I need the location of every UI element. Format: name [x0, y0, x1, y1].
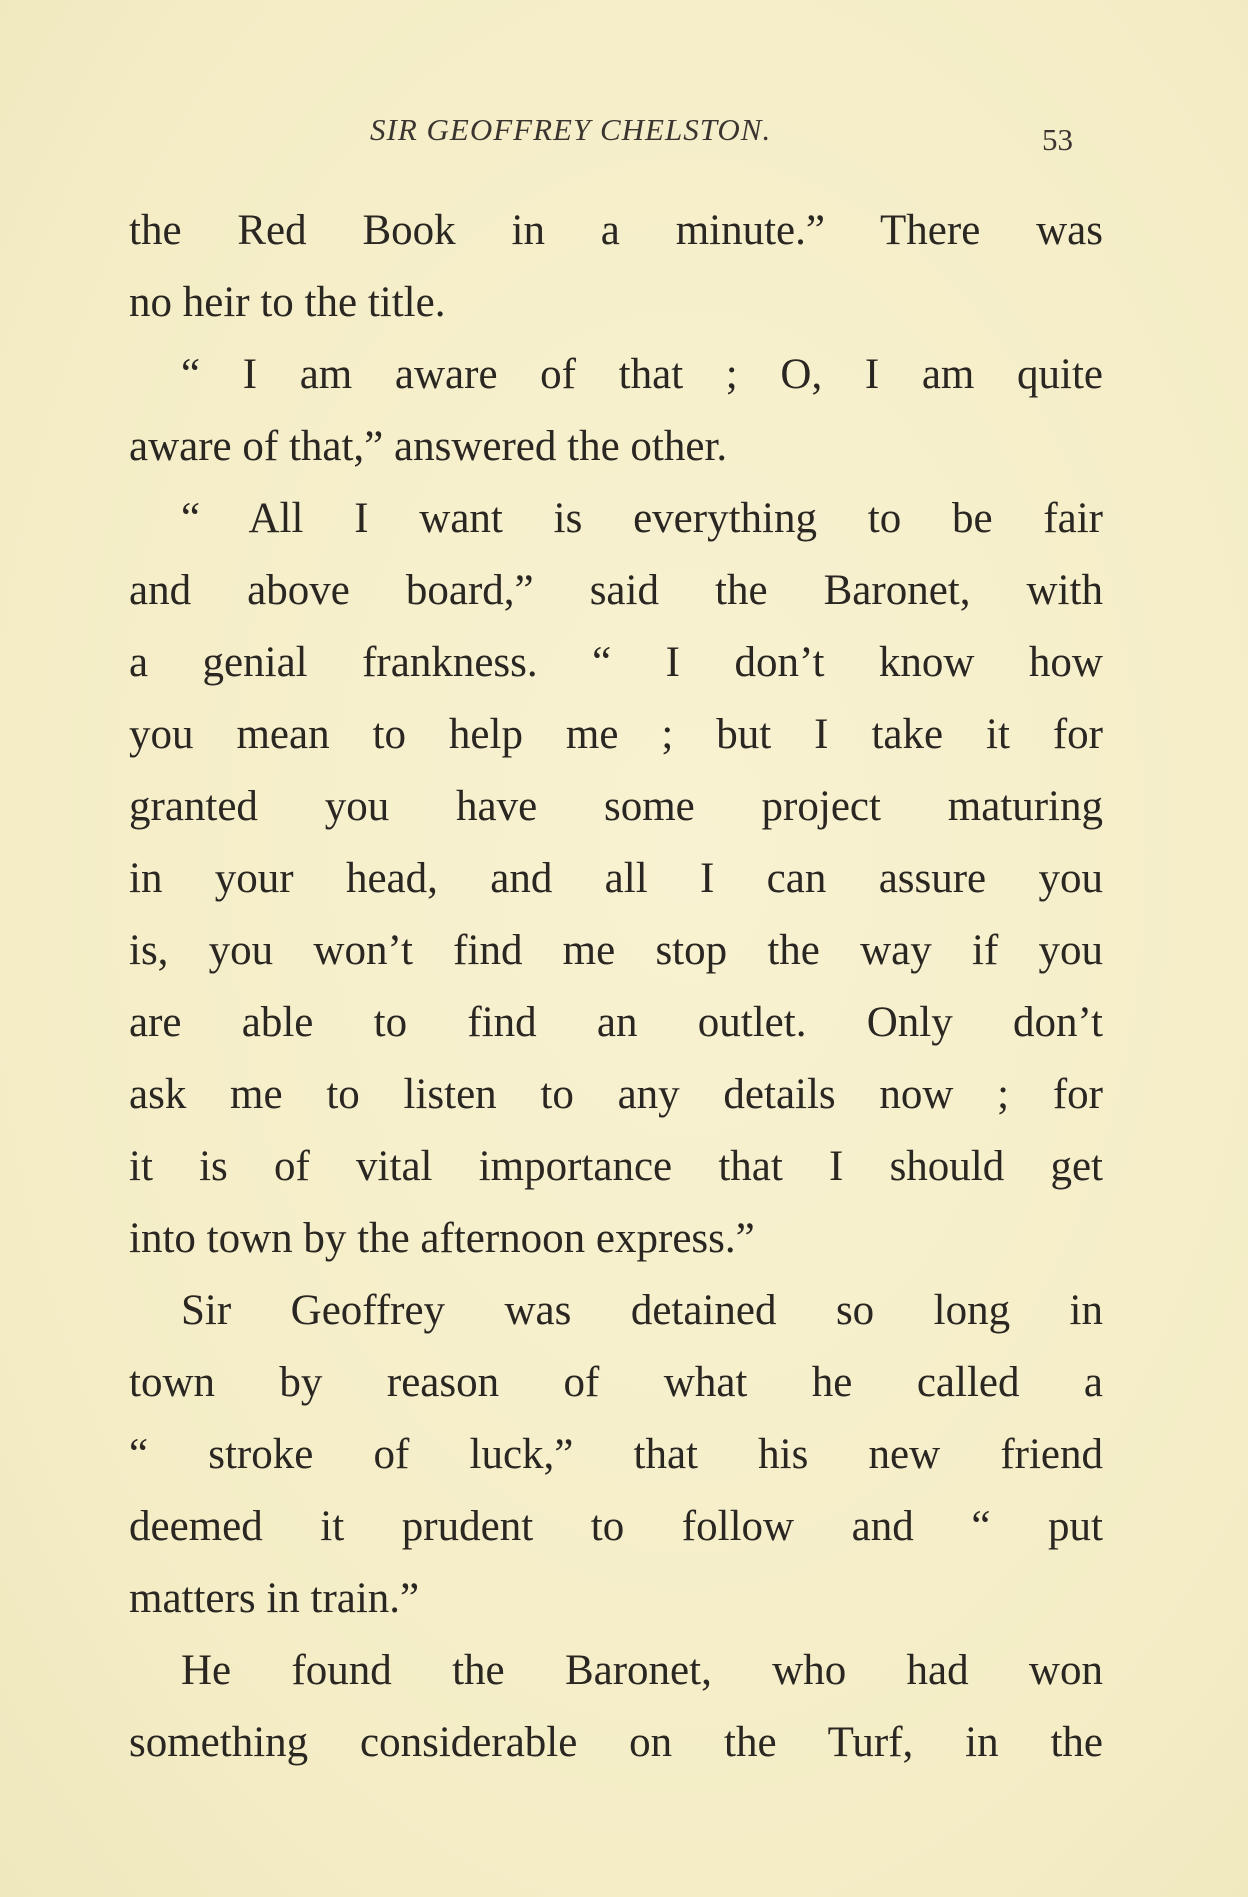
text-line: into town by the afternoon express.” — [129, 1215, 755, 1262]
text-line: ask me to listen to any details now ; for — [129, 1071, 1103, 1118]
running-head-title: SIR GEOFFREY CHELSTON. — [370, 112, 772, 147]
text-line: in your head, and all I can assure you — [129, 855, 1103, 902]
text-line: “ stroke of luck,” that his new friend — [129, 1431, 1103, 1478]
text-line: is, you won’t find me stop the way if you — [129, 927, 1103, 974]
text-line: are able to find an outlet. Only don’t — [129, 999, 1103, 1046]
page-number: 53 — [1042, 122, 1073, 157]
text-line: no heir to the title. — [129, 279, 446, 326]
text-line: aware of that,” answered the other. — [129, 423, 728, 470]
text-line: “ All I want is everything to be fair — [181, 495, 1103, 542]
text-line: something considerable on the Turf, in the — [129, 1719, 1103, 1766]
text-line: you mean to help me ; but I take it for — [129, 711, 1103, 758]
text-line: the Red Book in a minute.” There was — [129, 207, 1103, 254]
text-line: deemed it prudent to follow and “ put — [129, 1503, 1103, 1550]
text-line: it is of vital importance that I should get — [129, 1143, 1103, 1190]
text-line: and above board,” said the Baronet, with — [129, 567, 1103, 614]
text-line: “ I am aware of that ; O, I am quite — [181, 351, 1103, 398]
text-line: Sir Geoffrey was detained so long in — [181, 1287, 1103, 1334]
text-line: granted you have some project maturing — [129, 783, 1103, 830]
text-line: a genial frankness. “ I don’t know how — [129, 639, 1103, 686]
body-text — [129, 195, 1103, 1779]
text-line: He found the Baronet, who had won — [181, 1647, 1103, 1694]
text-line: town by reason of what he called a — [129, 1359, 1103, 1406]
text-line: matters in train.” — [129, 1575, 420, 1622]
